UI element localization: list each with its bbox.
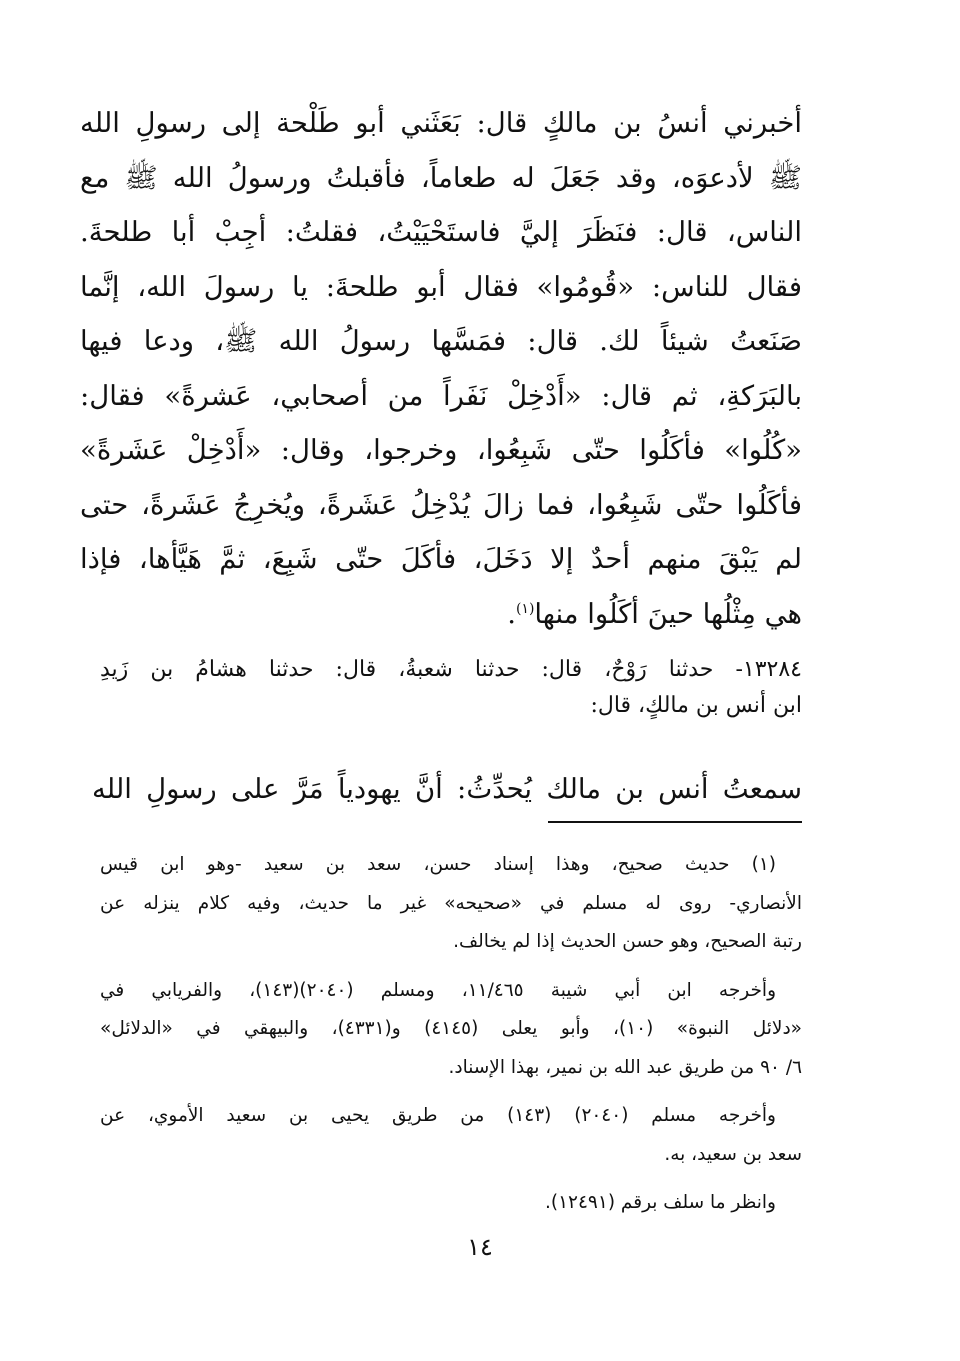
footnotes-block <box>100 846 802 1233</box>
footnote-paragraph <box>100 846 802 962</box>
footnote-line: رتبة الصحيح، وهو حسن الحديث إذا لم يخالف. <box>453 931 802 952</box>
main-text-last-line <box>80 587 802 642</box>
page-number: ١٤ <box>467 1233 493 1261</box>
main-text-line: لم يَبْقَ منهم أحدٌ إلا دَخَلَ، فأكَلَ حتّى شَبِعَ، ثمَّ هَيَّأها، فإذا <box>80 543 802 575</box>
main-text-line: فأكَلُوا حتّى شَبِعُوا، فما زالَ يُدْخِلُ عَشَرةً، ويُخرِجُ عَشَرةً، حتى <box>80 488 802 521</box>
main-text-line: «كُلُوا» فأكَلُوا حتّى شَبِعُوا، وخرجوا، وقال: «أَدْخِلْ عَشَرةً» <box>80 434 802 466</box>
footnote-paragraph <box>100 972 802 1088</box>
footnote-paragraph <box>100 1097 802 1174</box>
main-text-line: فقال للناس: «قُومُوا» فقال أبو طلحةَ: يا رسولَ الله، إنَّما <box>80 270 802 303</box>
footnote-line: الأنصاري- روى له مسلم في «صحيحه» غير ما حديث، وفيه كلام ينزله عن <box>100 892 802 914</box>
main-text-line: أخبرني أنسُ بن مالكٍ قال: بَعَثَني أبو طَلْحة إلى رسولِ الله <box>80 107 802 139</box>
main-text-line: صَنَعتُ شيئاً لك. قال: فمَسَّها رسولُ الله ﷺ، ودعا فيها <box>80 325 802 357</box>
main-text-line-content: هي مِثْلُها حينَ أكَلُوا منها <box>534 597 802 630</box>
hadith-text-start: سمعتُ أنس بن مالك يُحدِّثُ: أنَّ يهودياً مَرَّ على رسولِ الله <box>92 773 802 805</box>
main-text-block <box>80 96 802 641</box>
footnote-line: ٦/ ٩٠ من طريق عبد الله بن نمير، بهذا الإسناد. <box>448 1056 802 1078</box>
footnote-line: وأخرجه ابن أبي شيبة ١١/٤٦٥، ومسلم (٢٠٤٠)(١٤٣)، والفريابي في <box>100 979 777 1001</box>
hadith-number: ١٣٢٨٤ <box>742 657 802 682</box>
hadith-header-line <box>100 652 802 688</box>
end-mark: . <box>507 597 516 630</box>
footnote-line: وأخرجه مسلم (٢٠٤٠) (١٤٣) من طريق يحيى بن سعيد الأموي، عن <box>100 1105 776 1126</box>
footnote-line: سعد بن سعيد، به. <box>664 1143 802 1165</box>
footnote-line: وانظر ما سلف برقم (١٢٤٩١). <box>545 1192 776 1213</box>
hadith-chain: - حدثنا رَوْحٌ، قال: حدثنا شعبةُ، قال: حدثنا هشامُ بن زَيدِ <box>100 657 743 682</box>
footnote-line: «دلائل النبوة» (١٠)، وأبو يعلى (٤١٤٥) و(٤٣٣١)، والبيهقي في «الدلائل» <box>100 1018 803 1039</box>
footnote-marker[interactable]: (١) <box>515 600 535 617</box>
main-text-line: الناس، قال: فنَظَرَ إليَّ فاستَحْيَيْتُ، فقلتُ: أجِبْ أبا طلحةَ. <box>80 216 802 248</box>
hadith-header <box>100 652 802 724</box>
main-text-line: بالبَرَكةِ، ثم قال: «أَدْخِلْ نَفَراً من أصحابي، عَشرةً» فقال: <box>80 379 802 412</box>
footnote-paragraph <box>100 1184 802 1223</box>
footnote-separator <box>548 821 802 823</box>
footnote-line: (١) حديث صحيح، وهذا إسناد حسن، سعد بن سعيد -وهو ابن قيس <box>100 854 776 875</box>
main-text-line: ﷺ لأدعوَه، وقد جَعَلَ له طعاماً، فأقبلتُ ورسولُ الله ﷺ مع <box>80 161 802 194</box>
hadith-header-line: ابن أنس بن مالكٍ، قال: <box>590 693 802 718</box>
